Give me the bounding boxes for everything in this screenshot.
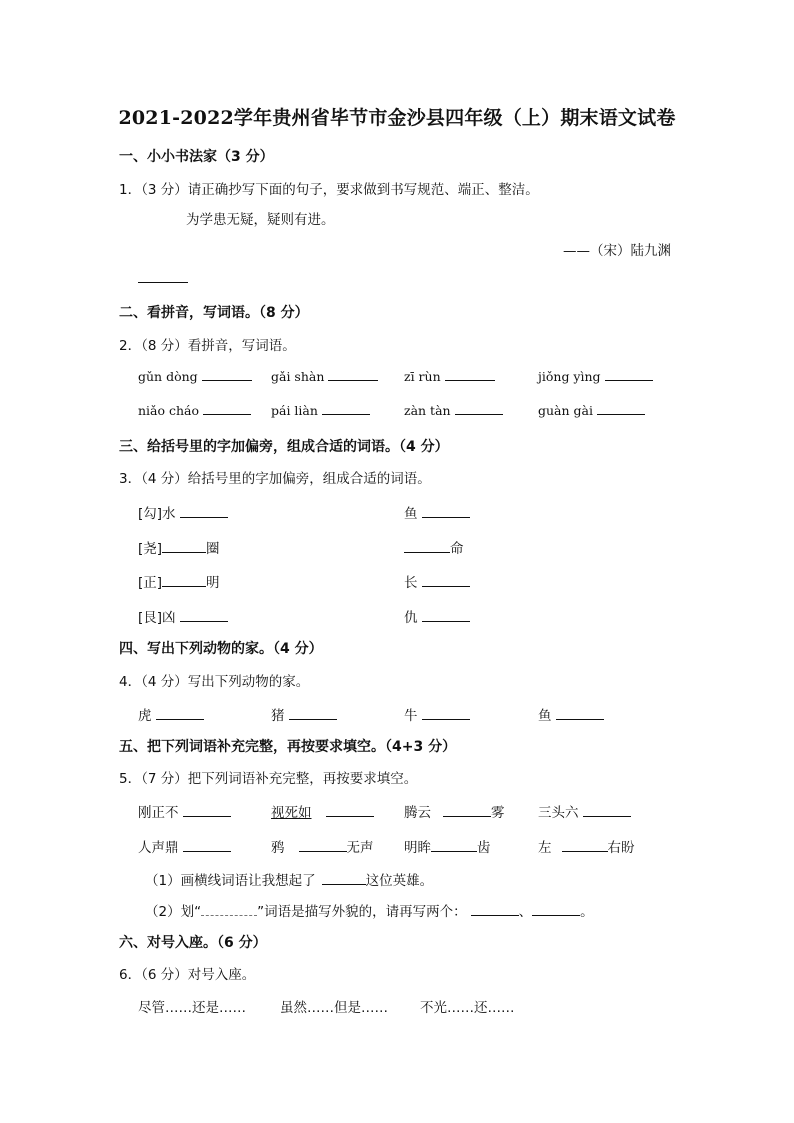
radical-item <box>404 502 470 522</box>
answer-blank[interactable] <box>597 402 645 415</box>
connective-word: 不光……还…… <box>420 1000 515 1016</box>
idiom-text: 三头六 <box>538 805 579 821</box>
answer-blank[interactable] <box>162 540 206 553</box>
radical-text: 鱼 <box>404 506 418 522</box>
radical-text: [尧] <box>138 541 163 557</box>
radical-text: [正] <box>138 575 163 591</box>
connective-word: 虽然……但是…… <box>280 1000 388 1016</box>
answer-blank[interactable] <box>605 368 653 381</box>
subquestion-1 <box>145 869 433 889</box>
subquestion-text: （1）画横线词语让我想起了 <box>145 873 316 889</box>
pinyin-item <box>271 368 378 385</box>
answer-blank[interactable] <box>422 574 470 587</box>
animal-name: 鱼 <box>538 708 552 724</box>
idiom-item <box>271 801 374 821</box>
answer-blank[interactable] <box>328 368 378 381</box>
idiom-item <box>138 801 231 821</box>
pinyin-text: jiǒng yìng <box>538 369 601 384</box>
radical-text: 明 <box>206 575 220 591</box>
answer-blank[interactable] <box>162 574 206 587</box>
idiom-text: 人声鼎 <box>138 840 179 856</box>
answer-blank[interactable] <box>583 804 631 817</box>
idiom-item <box>404 836 491 856</box>
answer-blank[interactable] <box>289 707 337 720</box>
answer-blank[interactable] <box>556 707 604 720</box>
question-text: 4．（4 分）写出下列动物的家。 <box>119 674 310 690</box>
pinyin-text: pái liàn <box>271 403 318 418</box>
animal-name: 猪 <box>271 708 285 724</box>
animal-item <box>404 704 470 724</box>
answer-blank[interactable] <box>138 270 188 287</box>
answer-blank[interactable] <box>202 368 252 381</box>
answer-blank[interactable] <box>562 839 608 852</box>
radical-item <box>404 571 470 591</box>
radical-item <box>138 537 220 557</box>
answer-blank[interactable] <box>471 903 519 916</box>
question-text: 6．（6 分）对号入座。 <box>119 967 256 983</box>
idiom-text-underlined: 视死如 <box>271 805 312 821</box>
radical-text: 长 <box>404 575 418 591</box>
idiom-text: 明眸 <box>404 840 431 856</box>
idiom-text: 右盼 <box>607 840 635 856</box>
section-header: 一、小小书法家（3 分） <box>119 149 274 165</box>
subquestion-text: （2）划“ <box>145 904 202 920</box>
pinyin-text: guàn gài <box>538 403 593 418</box>
question-text: 1．（3 分）请正确抄写下面的句子，要求做到书写规范、端正、整洁。 <box>119 182 539 198</box>
answer-blank[interactable] <box>422 707 470 720</box>
question-text: 3．（4 分）给括号里的字加偏旁，组成合适的词语。 <box>119 471 431 487</box>
radical-text: [艮]凶 <box>138 610 176 626</box>
answer-blank[interactable] <box>443 804 491 817</box>
section-header: 六、对号入座。（6 分） <box>119 935 267 951</box>
answer-blank[interactable] <box>422 505 470 518</box>
answer-blank[interactable] <box>404 540 450 553</box>
radical-text: 仇 <box>404 610 418 626</box>
idiom-item <box>138 836 231 856</box>
idiom-text: 腾云 <box>404 805 431 821</box>
question-text: 2．（8 分）看拼音，写词语。 <box>119 338 296 354</box>
answer-blank[interactable] <box>299 839 347 852</box>
subquestion-text: ”词语是描写外貌的，请再写两个： <box>257 904 467 920</box>
question-text: 5．（7 分）把下列词语补充完整，再按要求填空。 <box>119 771 418 787</box>
answer-blank[interactable] <box>180 505 228 518</box>
pinyin-item <box>271 402 370 419</box>
pinyin-item <box>138 368 252 385</box>
idiom-text: 左 <box>538 840 552 856</box>
pinyin-text: zàn tàn <box>404 403 451 418</box>
radical-text: 命 <box>450 541 464 557</box>
radical-text: [勾]水 <box>138 506 176 522</box>
pinyin-text: zī rùn <box>404 369 441 384</box>
section-header: 二、看拼音，写词语。（8 分） <box>119 305 309 321</box>
animal-name: 虎 <box>138 708 152 724</box>
pinyin-item <box>138 402 251 419</box>
pinyin-text: niǎo cháo <box>138 403 200 418</box>
separator-text: 、 <box>518 904 533 920</box>
idiom-text: 雾 <box>491 805 505 821</box>
idiom-item <box>404 801 505 821</box>
radical-item <box>138 571 220 591</box>
animal-item <box>271 704 337 724</box>
section-header: 三、给括号里的字加偏旁，组成合适的词语。（4 分） <box>119 439 449 455</box>
answer-blank[interactable] <box>422 609 470 622</box>
pinyin-item <box>538 402 645 419</box>
idiom-item <box>538 801 631 821</box>
subquestion-text: 这位英雄。 <box>365 873 434 889</box>
quote-text: 为学患无疑，疑则有进。 <box>186 212 335 228</box>
section-header: 四、写出下列动物的家。（4 分） <box>119 641 323 657</box>
idiom-item <box>538 836 635 856</box>
answer-blank[interactable] <box>322 402 370 415</box>
connective-word: 尽管……还是…… <box>138 1000 246 1016</box>
answer-blank[interactable] <box>180 609 228 622</box>
wavy-underline-placeholder <box>201 905 257 916</box>
idiom-item <box>271 836 374 856</box>
radical-item <box>404 537 464 557</box>
answer-blank[interactable] <box>322 872 366 885</box>
radical-item <box>138 502 228 522</box>
radical-text: 圈 <box>206 541 220 557</box>
pinyin-item <box>404 402 503 419</box>
radical-item <box>138 606 228 626</box>
answer-blank[interactable] <box>156 707 204 720</box>
pinyin-item <box>538 368 653 385</box>
idiom-text: 无声 <box>346 840 374 856</box>
idiom-text: 齿 <box>477 840 491 856</box>
answer-blank[interactable] <box>455 402 503 415</box>
answer-blank[interactable] <box>431 839 477 852</box>
subquestion-2 <box>145 900 594 920</box>
animal-name: 牛 <box>404 708 418 724</box>
page-title: 2021-2022学年贵州省毕节市金沙县四年级（上）期末语文试卷 <box>118 107 676 129</box>
radical-item <box>404 606 470 626</box>
answer-blank[interactable] <box>326 804 374 817</box>
pinyin-text: gǎi shàn <box>271 369 325 384</box>
section-header: 五、把下列词语补充完整，再按要求填空。（4+3 分） <box>119 739 457 755</box>
animal-item <box>538 704 604 724</box>
pinyin-text: gǔn dòng <box>138 369 198 384</box>
quote-author: ——（宋）陆九渊 <box>563 243 671 259</box>
idiom-text: 刚正不 <box>138 805 179 821</box>
answer-blank[interactable] <box>183 804 231 817</box>
pinyin-item <box>404 368 495 385</box>
subquestion-text: 。 <box>580 904 594 920</box>
idiom-text: 鸦 <box>271 840 285 856</box>
answer-blank[interactable] <box>203 402 251 415</box>
answer-blank[interactable] <box>183 839 231 852</box>
answer-blank[interactable] <box>445 368 495 381</box>
answer-blank[interactable] <box>532 903 580 916</box>
animal-item <box>138 704 204 724</box>
